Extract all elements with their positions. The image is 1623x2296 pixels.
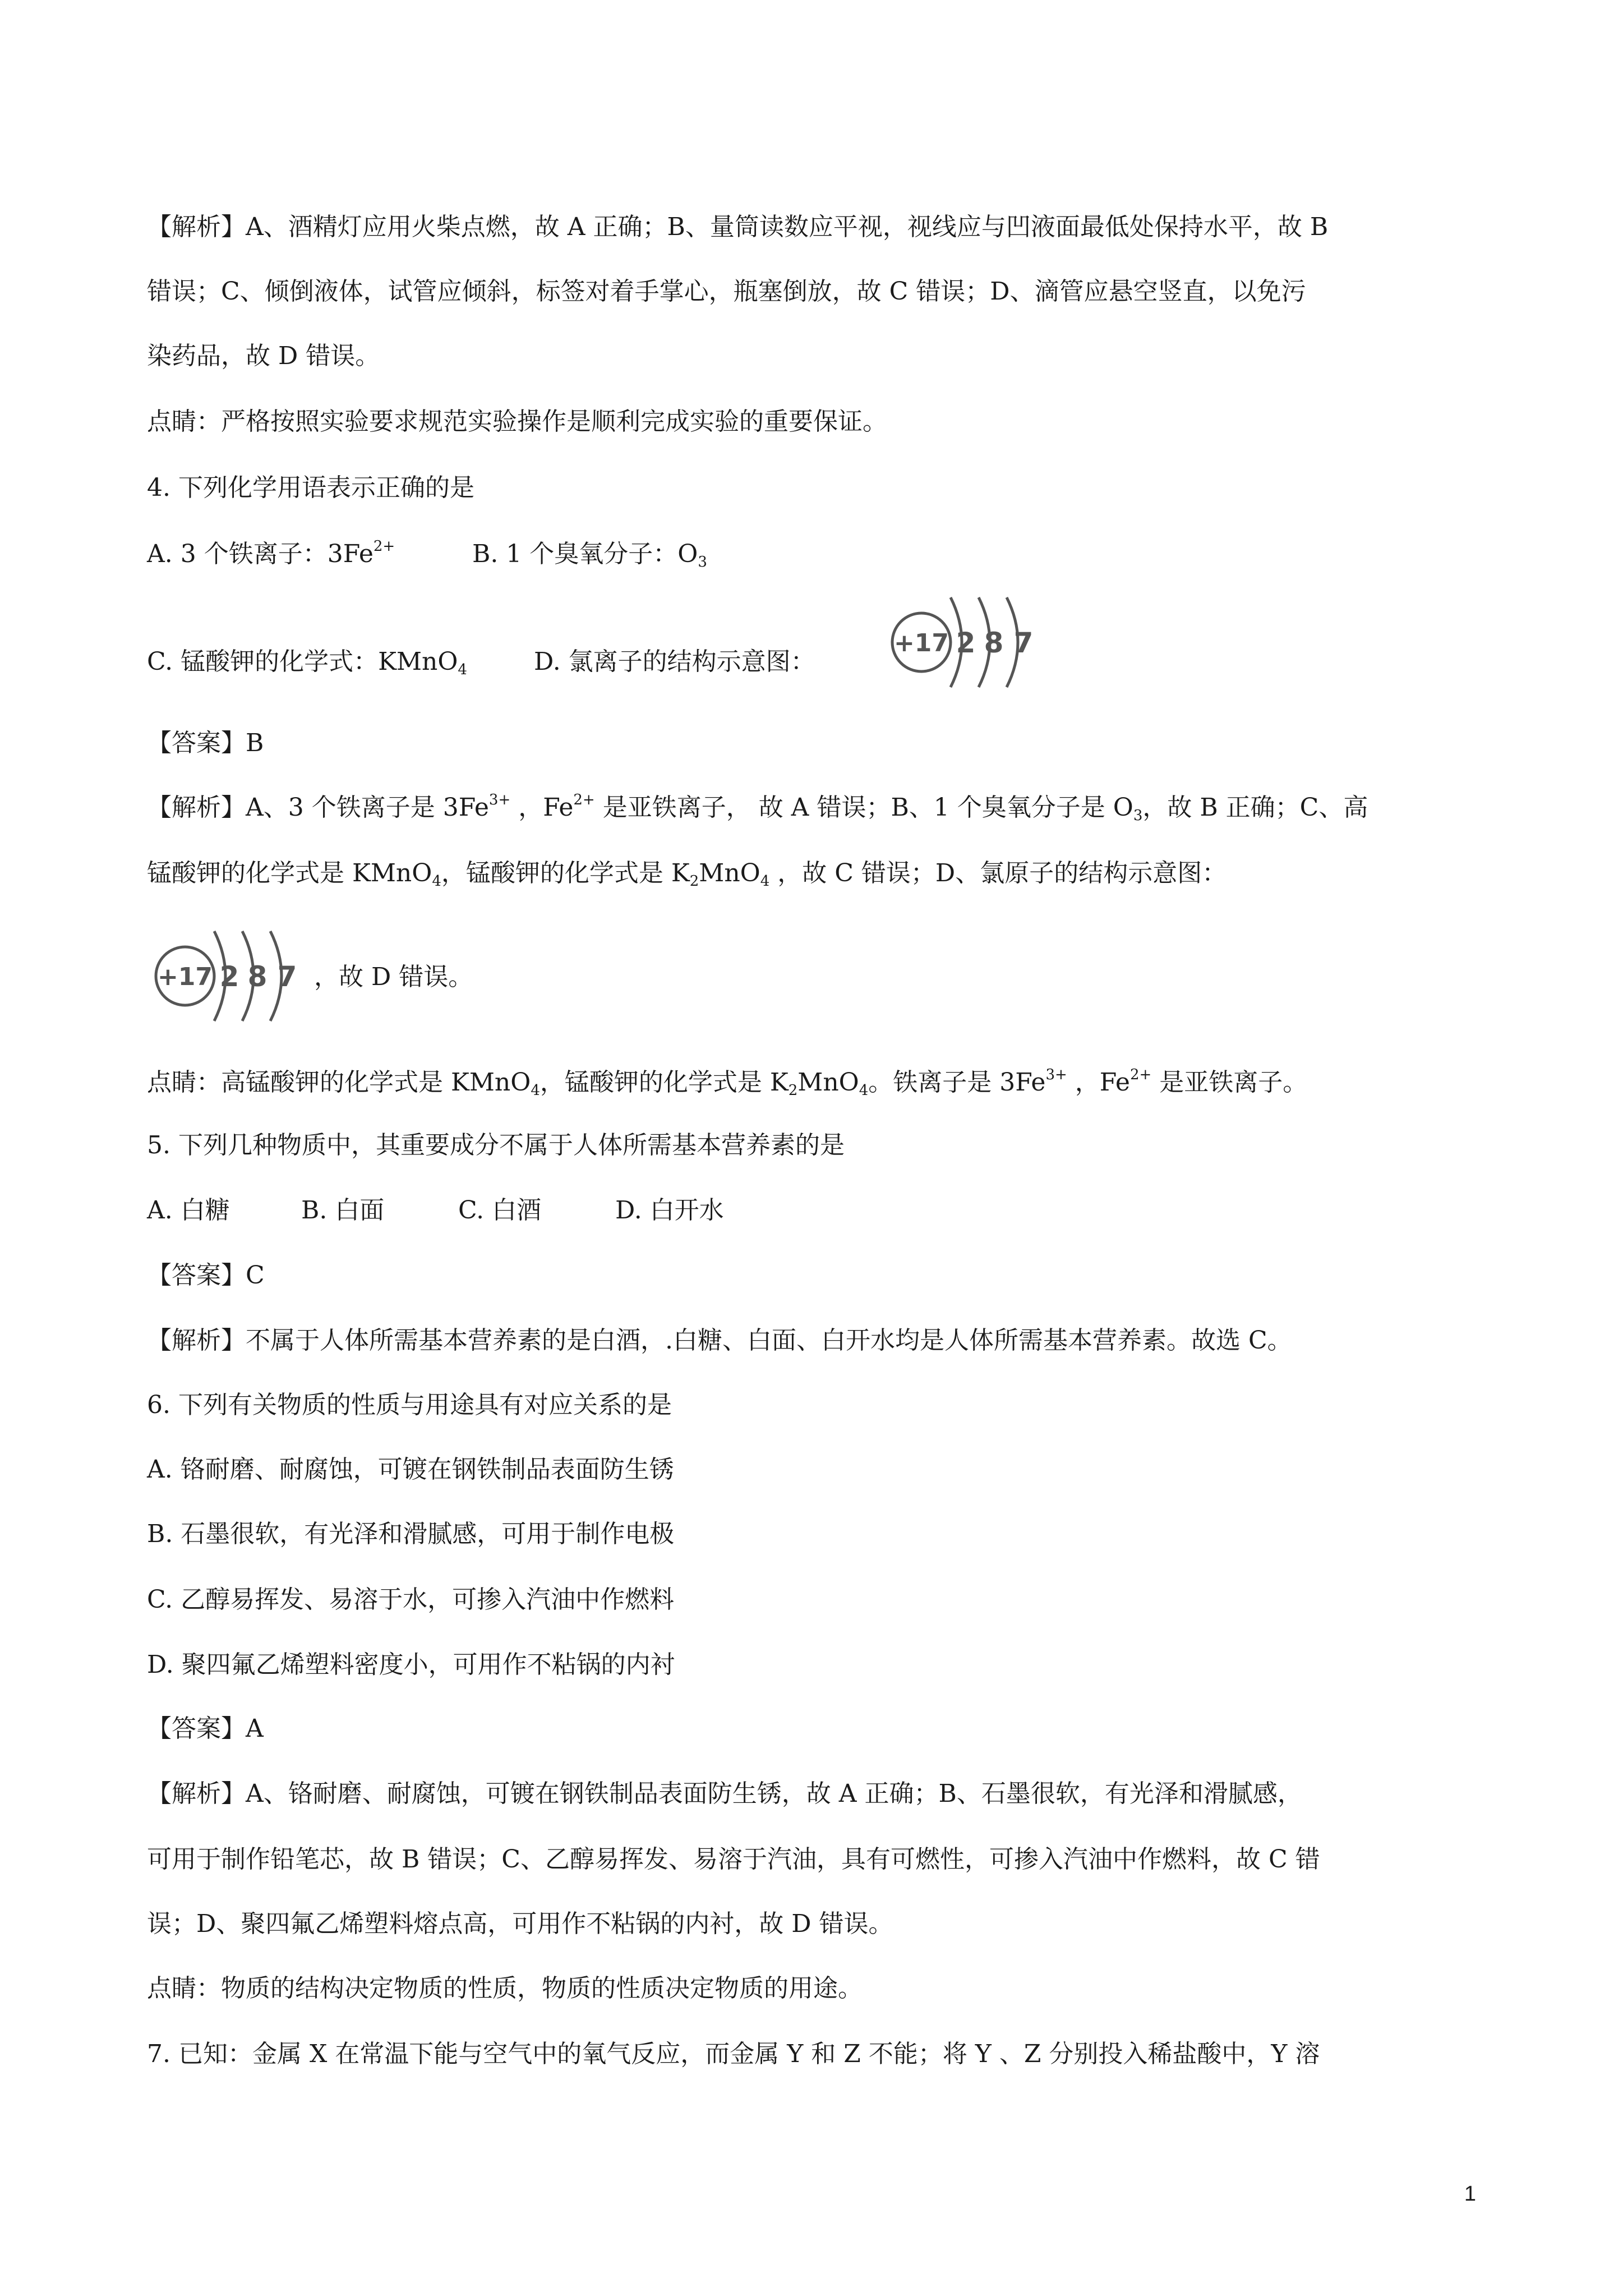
jiexi-line-2: 错误；C、倾倒液体，试管应倾斜，标签对着手掌心，瓶塞倒放，故 C 错误；D、滴管应悬空竖直，以免污	[147, 277, 1306, 306]
jiexi-line-3: 染药品，故 D 错误。	[147, 342, 380, 370]
option-d: D. 白开水	[615, 1196, 724, 1225]
question-6-dianjing: 点睛：物质的结构决定物质的性质，物质的性质决定物质的用途。	[147, 1974, 863, 2003]
shell-count-1: 2	[219, 960, 239, 993]
question-4-jiexi-line-1: 【解析】A、3 个铁离子是 $3Fe^{3+}$ ，$Fe^{2+}$ 是亚铁离子， 故 A 错误；B、1 个臭氧分子是 $O_3$，故 B 正确；C、高	[147, 792, 1368, 824]
option-d: D. 氯离子的结构示意图：	[534, 647, 815, 676]
option-b: B. 白面	[301, 1196, 385, 1225]
question-4-options-ab	[147, 537, 707, 571]
question-6-stem: 6. 下列有关物质的性质与用途具有对应关系的是	[147, 1391, 672, 1419]
shell-count-2: 8	[247, 960, 268, 993]
chlorine-atom-structure-diagram	[147, 920, 315, 1032]
shell-count-3: 7	[1013, 627, 1034, 659]
option-c: C. 锰酸钾的化学式：KMnO$_4$	[147, 647, 467, 678]
dianjing-line: 点睛：严格按照实验要求规范实验操作是顺利完成实验的重要保证。	[147, 407, 887, 436]
question-5-jiexi: 【解析】不属于人体所需基本营养素的是白酒，.白糖、白面、白开水均是人体所需基本营养素。故选 C。	[147, 1326, 1292, 1355]
shell-count-3: 7	[277, 960, 297, 993]
question-6-option-d: D. 聚四氟乙烯塑料密度小，可用作不粘锅的内衬	[147, 1650, 675, 1679]
question-6-option-b: B. 石墨很软，有光泽和滑腻感，可用于制作电极	[147, 1520, 675, 1548]
page-number: 1	[1464, 2182, 1476, 2206]
shell-count-2: 8	[984, 627, 1004, 659]
question-4-stem: 4. 下列化学用语表示正确的是	[147, 473, 474, 502]
question-6-jiexi-line-3: 误；D、聚四氟乙烯塑料熔点高，可用作不粘锅的内衬，故 D 错误。	[147, 1910, 893, 1938]
nucleus-charge: +17	[157, 963, 213, 991]
question-6-option-a: A. 铬耐磨、耐腐蚀，可镀在钢铁制品表面防生锈	[147, 1455, 674, 1484]
question-5-stem: 5. 下列几种物质中，其重要成分不属于人体所需基本营养素的是	[147, 1131, 845, 1159]
question-4-dianjing: 点睛：高锰酸钾的化学式是 KMnO$_4$，锰酸钾的化学式是 $K_2MnO_4$。铁离子是 $3Fe^{3+}$ ，$Fe^{2+}$ 是亚铁离子。	[147, 1066, 1308, 1099]
question-5-answer: 【答案】C	[147, 1261, 265, 1290]
question-4-jiexi-line-3: ，故 D 错误。	[314, 963, 473, 991]
option-a: A. 白糖	[147, 1196, 230, 1225]
option-b: B. 1 个臭氧分子：$O_3$	[472, 540, 707, 570]
question-6-jiexi-line-2: 可用于制作铅笔芯，故 B 错误；C、乙醇易挥发、易溶于汽油，具有可燃性，可掺入汽油中作燃料，故 C 错	[147, 1845, 1320, 1874]
nucleus-charge: +17	[893, 629, 949, 657]
question-4-answer: 【答案】B	[147, 729, 264, 757]
question-6-jiexi-line-1: 【解析】A、铬耐磨、耐腐蚀，可镀在钢铁制品表面防生锈，故 A 正确；B、石墨很软，有光泽和滑腻感，	[147, 1779, 1302, 1808]
question-6-answer: 【答案】A	[147, 1714, 264, 1743]
option-c: C. 白酒	[458, 1196, 542, 1225]
option-a: A. 3 个铁离子：$3Fe^{2+}$	[147, 538, 395, 568]
jiexi-text: A、酒精灯应用火柴点燃，故 A 正确；B、量筒读数应平视，视线应与凹液面最低处保持水平，故 B	[246, 213, 1329, 241]
question-4-jiexi-line-2: 锰酸钾的化学式是 KMnO$_4$，锰酸钾的化学式是 $K_2MnO_4$ ，故 C 错误；D、氯原子的结构示意图：	[147, 859, 1227, 890]
shell-count-1: 2	[956, 627, 976, 659]
jiexi-line-1	[147, 210, 1328, 244]
chlorine-ion-structure-diagram	[883, 586, 1052, 698]
question-7-stem: 7. 已知：金属 X 在常温下能与空气中的氧气反应，而金属 Y 和 Z 不能；将 Y 、Z 分别投入稀盐酸中，Y 溶	[147, 2040, 1320, 2068]
question-4-options-cd	[147, 617, 815, 707]
question-5-options	[147, 1194, 724, 1227]
jiexi-label: 【解析】	[147, 213, 246, 241]
question-6-option-c: C. 乙醇易挥发、易溶于水，可掺入汽油中作燃料	[147, 1585, 675, 1614]
